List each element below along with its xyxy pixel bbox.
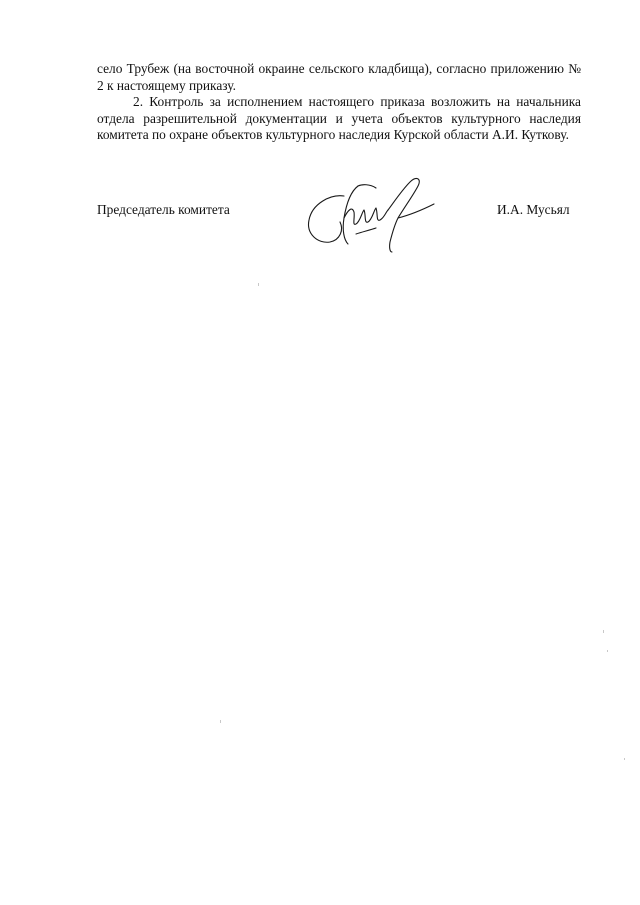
signer-name: И.А. Мусьял [497,202,570,217]
scan-speck [603,630,604,633]
scan-speck [607,650,608,652]
handwritten-signature [300,172,440,254]
scan-speck [258,283,259,286]
scan-speck [624,758,625,760]
order-body [97,61,581,144]
scan-speck [220,720,221,723]
paragraph-location: село Трубеж (на восточной окраине сельского кладбища), согласно приложению № 2 к настоящему приказу. [97,61,581,93]
paragraph-control-clause: 2. Контроль за исполнением настоящего приказа возложить на начальника отдела разрешительной документации и учета объектов культурного наследия комитета по охране объектов культурного наследия Курской области А.И. Куткову. [97,94,581,143]
signer-position: Председатель комитета [97,202,230,217]
